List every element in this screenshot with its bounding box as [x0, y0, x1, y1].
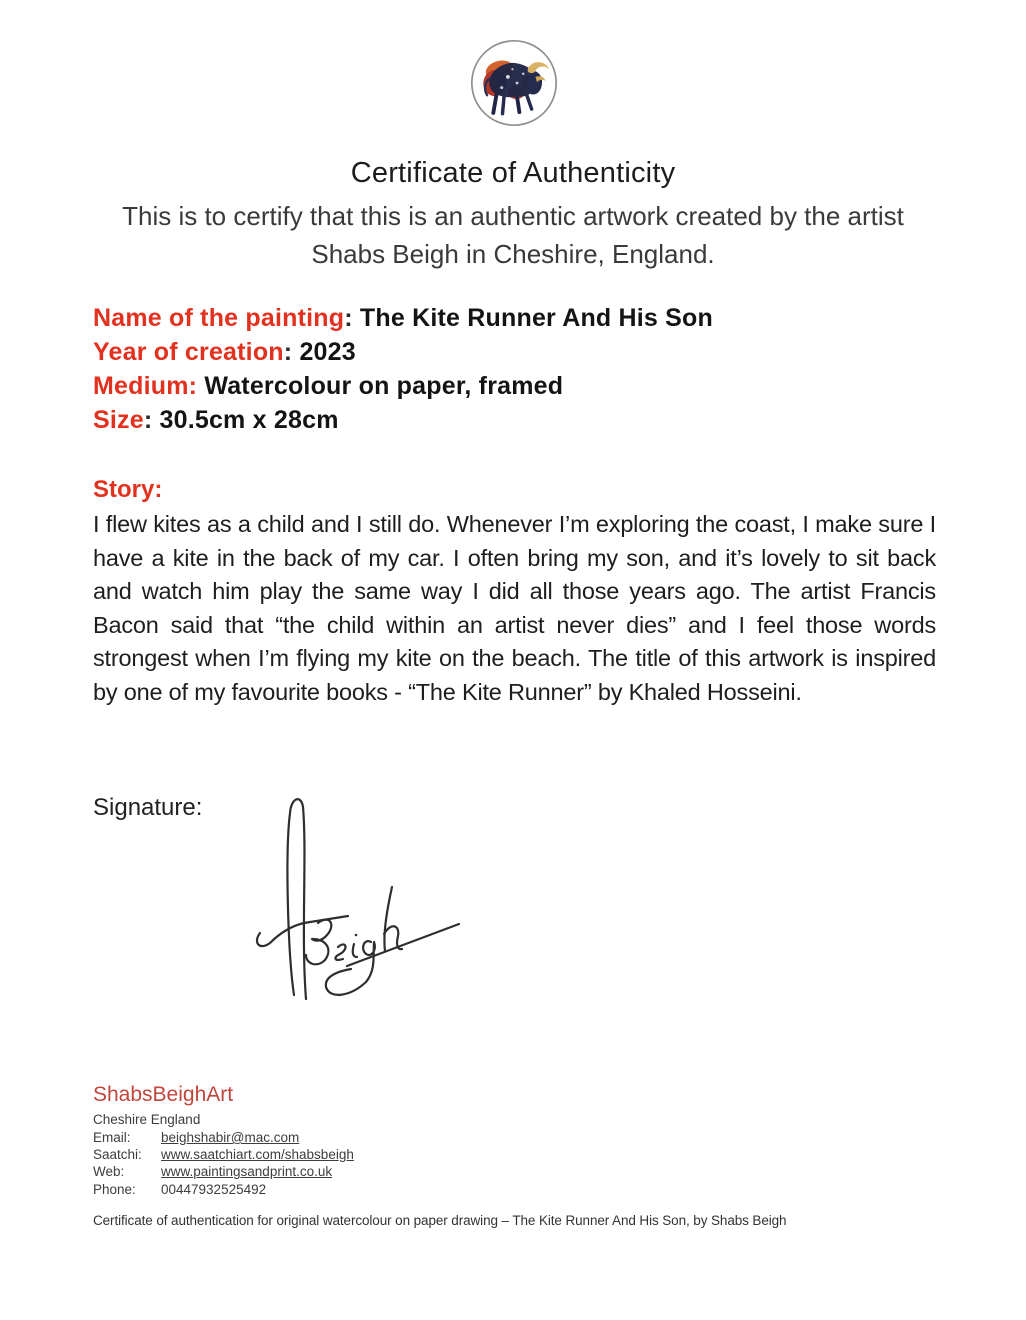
handwritten-signature-icon: [250, 783, 465, 1005]
detail-separator: :: [283, 338, 300, 366]
detail-separator: :: [143, 406, 160, 434]
detail-separator: :: [344, 304, 360, 332]
contact-row-phone: [93, 1181, 354, 1198]
authentication-note: Certificate of authentication for original watercolour on paper drawing – The Kite Runner And His Son, by Shabs Beigh: [93, 1213, 787, 1228]
brand-location: Cheshire England: [93, 1112, 201, 1127]
detail-value: 2023: [299, 338, 356, 366]
watercolour-bull-logo-icon: [468, 37, 560, 129]
painting-details: [93, 301, 713, 437]
certification-statement-line1: This is to certify that this is an authentic artwork created by the artist: [122, 201, 904, 231]
detail-year-of-creation: [93, 335, 713, 369]
detail-value: 30.5cm x 28cm: [159, 406, 339, 434]
detail-label: Size: [93, 406, 144, 434]
contact-row-web: [93, 1163, 354, 1180]
detail-medium: [93, 369, 713, 403]
contact-block: [93, 1129, 354, 1198]
detail-label: Year of creation: [93, 338, 284, 366]
contact-label: Web:: [93, 1164, 125, 1180]
phone-number: 00447932525492: [161, 1181, 267, 1197]
contact-label: Email:: [93, 1130, 131, 1145]
email-link[interactable]: beighshabir@mac.com: [161, 1130, 300, 1145]
contact-label: Saatchi:: [93, 1147, 142, 1163]
contact-row-email: [93, 1129, 354, 1146]
detail-value: Watercolour on paper, framed: [204, 372, 564, 400]
certification-statement-line2: Shabs Beigh in Cheshire, England.: [311, 239, 715, 269]
website-link[interactable]: www.paintingsandprint.co.uk: [161, 1164, 333, 1180]
saatchi-link[interactable]: www.saatchiart.com/shabsbeigh: [161, 1147, 354, 1163]
detail-value: The Kite Runner And His Son: [359, 304, 713, 332]
brand-name: ShabsBeighArt: [93, 1083, 234, 1106]
signature-label: Signature:: [93, 794, 203, 821]
certification-statement: [0, 197, 1026, 273]
detail-size: [93, 403, 713, 437]
contact-label: Phone:: [93, 1181, 136, 1197]
story-heading: Story:: [93, 476, 163, 503]
detail-name-of-painting: [93, 301, 713, 335]
detail-label: Name of the painting: [93, 304, 345, 332]
story-paragraph: I flew kites as a child and I still do. Whenever I’m exploring the coast, I make sure I have a kite in the back of my car. I often bring my son, and it’s lovely to sit back and watch him play the same way I did all those years ago. The artist Francis Bacon said that “the child within an artist never dies” and I feel those words strongest when I’m flying my kite on the beach. The title of this artwork is inspired by one of my favourite books - “The Kite Runner” by Khaled Hosseini.: [93, 511, 936, 705]
detail-label: Medium:: [93, 372, 198, 400]
contact-row-saatchi: [93, 1146, 354, 1163]
page-title: Certificate of Authenticity: [350, 157, 676, 189]
